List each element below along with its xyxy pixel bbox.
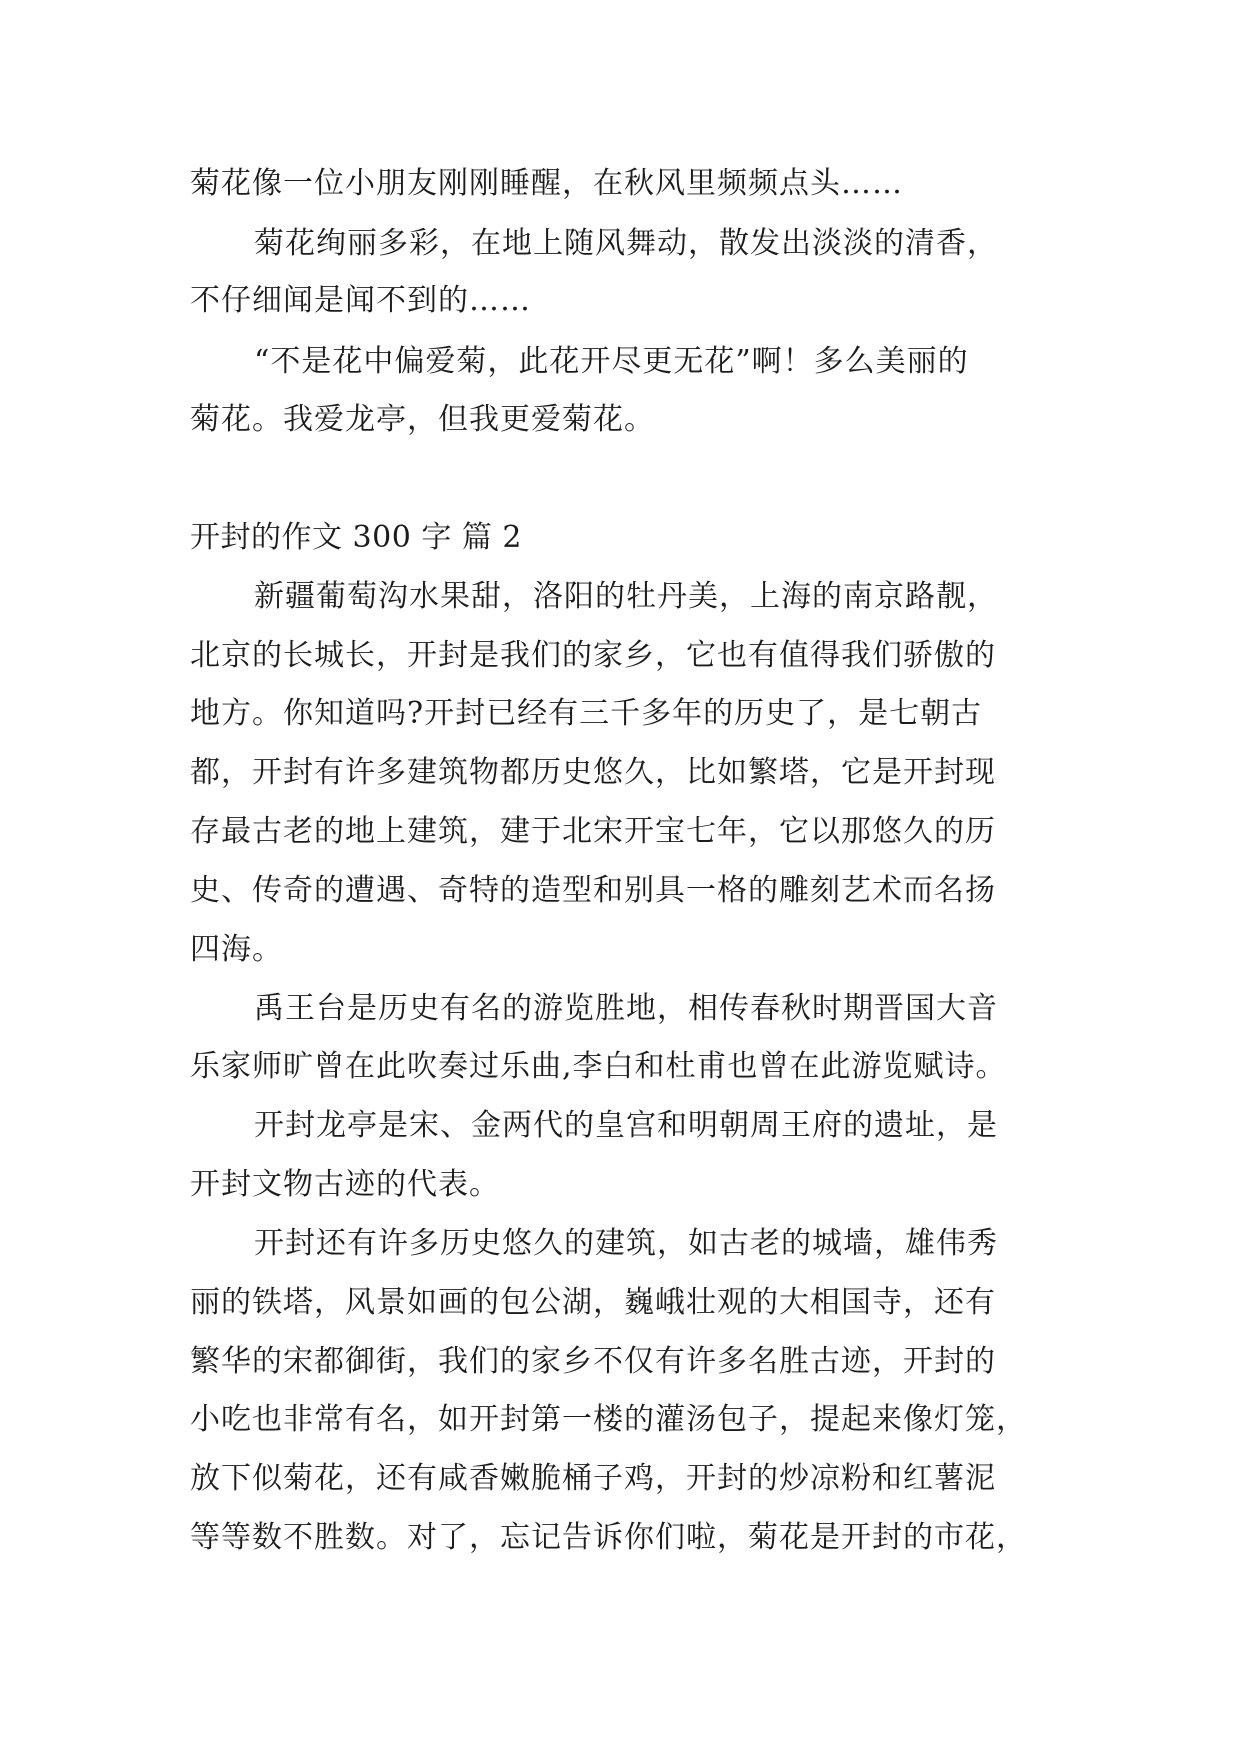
text-line: 放下似菊花，还有咸香嫩脆桶子鸡，开封的炒凉粉和红薯泥	[190, 1461, 996, 1496]
text-line: 四海。	[190, 932, 283, 967]
text-line: 开封还有许多历史悠久的建筑，如古老的城墙，雄伟秀	[254, 1226, 998, 1261]
text-line: 乐家师旷曾在此吹奏过乐曲,李白和杜甫也曾在此游览赋诗。	[190, 1049, 1007, 1084]
text-line: 开封龙亭是宋、金两代的皇宫和明朝周王府的遗址，是	[254, 1108, 998, 1143]
text-line: 不仔细闻是闻不到的……	[190, 283, 531, 318]
text-line: 禹王台是历史有名的游览胜地，相传春秋时期晋国大音	[254, 991, 998, 1026]
text-line: 地方。你知道吗?开封已经有三千多年的历史了，是七朝古	[190, 696, 983, 731]
text-line: 小吃也非常有名，如开封第一楼的灌汤包子，提起来像灯笼，	[190, 1402, 1027, 1437]
text-line: “不是花中偏爱菊，此花开尽更无花”啊！多么美丽的	[254, 344, 969, 379]
text-line: 菊花像一位小朋友刚刚睡醒，在秋风里频频点头……	[190, 166, 903, 201]
text-line: 繁华的宋都御街，我们的家乡不仅有许多名胜古迹，开封的	[190, 1344, 996, 1379]
text-line: 丽的铁塔，风景如画的包公湖，巍峨壮观的大相国寺，还有	[190, 1285, 996, 1320]
text-line: 北京的长城长，开封是我们的家乡，它也有值得我们骄傲的	[190, 638, 996, 673]
section-heading: 开封的作文 300 字 篇 2	[190, 520, 522, 555]
text-line: 都，开封有许多建筑物都历史悠久，比如繁塔，它是开封现	[190, 755, 996, 790]
text-line: 存最古老的地上建筑，建于北宋开宝七年，它以那悠久的历	[190, 814, 996, 849]
text-line: 菊花。我爱龙亭，但我更爱菊花。	[190, 402, 655, 437]
text-line: 等等数不胜数。对了，忘记告诉你们啦，菊花是开封的市花，	[190, 1520, 1027, 1555]
text-line: 开封文物古迹的代表。	[190, 1167, 500, 1202]
text-line: 史、传奇的遭遇、奇特的造型和别具一格的雕刻艺术而名扬	[190, 873, 996, 908]
text-line: 新疆葡萄沟水果甜，洛阳的牡丹美，上海的南京路靓，	[254, 579, 998, 614]
text-line: 菊花绚丽多彩，在地上随风舞动，散发出淡淡的清香，	[254, 226, 998, 261]
